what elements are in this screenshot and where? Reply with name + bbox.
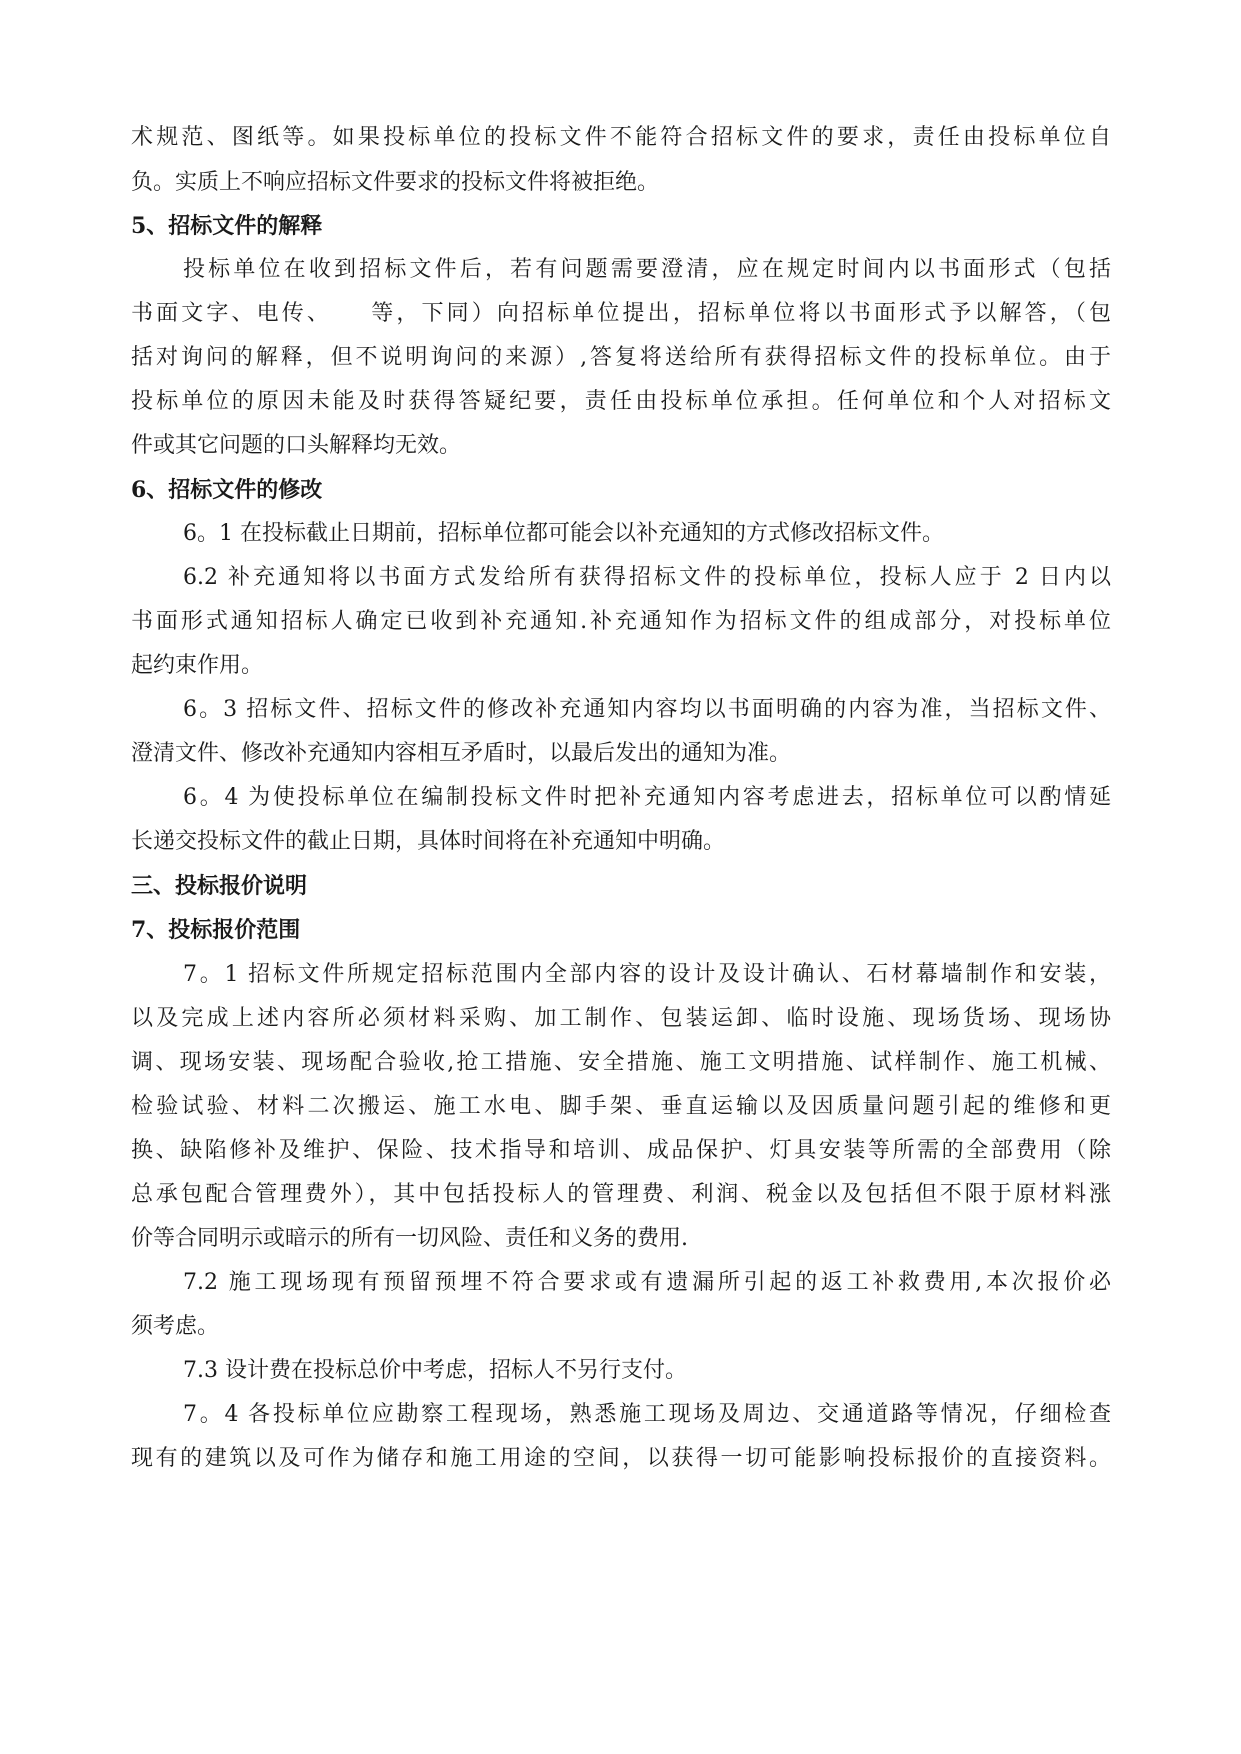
paragraph-first-line: 6。1 在投标截止日期前，招标单位都可能会以补充通知的方式修改招标文件。 bbox=[183, 521, 944, 546]
paragraph-line: 澄清文件、修改补充通知内容相互矛盾时，以最后发出的通知为准。 bbox=[131, 741, 792, 766]
paragraph-line: 总承包配合管理费外），其中包括投标人的管理费、利润、税金以及包括但不限于原材料涨 bbox=[131, 1182, 1111, 1207]
section-heading: 5、招标文件的解释 bbox=[131, 213, 323, 239]
paragraph-line: 负。实质上不响应招标文件要求的投标文件将被拒绝。 bbox=[131, 170, 660, 195]
paragraph-line: 件或其它问题的口头解释均无效。 bbox=[131, 433, 462, 458]
paragraph-line: 检验试验、材料二次搬运、施工水电、脚手架、垂直运输以及因质量问题引起的维修和更 bbox=[131, 1094, 1111, 1119]
paragraph-line: 价等合同明示或暗示的所有一切风险、责任和义务的费用. bbox=[131, 1226, 688, 1251]
section-heading: 6、招标文件的修改 bbox=[131, 477, 323, 503]
paragraph-first-line: 7。1 招标文件所规定招标范围内全部内容的设计及设计确认、石材幕墙制作和安装， bbox=[183, 962, 1111, 987]
paragraph-line: 长递交投标文件的截止日期，具体时间将在补充通知中明确。 bbox=[131, 829, 726, 854]
paragraph-first-line: 投标单位在收到招标文件后，若有问题需要澄清，应在规定时间内以书面形式（包括 bbox=[183, 257, 1111, 282]
paragraph-line: 书面文字、电传、 等，下同）向招标单位提出，招标单位将以书面形式予以解答，（包 bbox=[131, 301, 1111, 326]
section-heading: 三、投标报价说明 bbox=[131, 873, 308, 899]
paragraph-line: 投标单位的原因未能及时获得答疑纪要，责任由投标单位承担。任何单位和个人对招标文 bbox=[131, 389, 1111, 414]
paragraph-first-line: 6。4 为使投标单位在编制投标文件时把补充通知内容考虑进去，招标单位可以酌情延 bbox=[183, 785, 1111, 810]
paragraph-line: 以及完成上述内容所必须材料采购、加工制作、包装运卸、临时设施、现场货场、现场协 bbox=[131, 1006, 1111, 1031]
paragraph-line: 起约束作用。 bbox=[131, 653, 264, 678]
paragraph-line: 换、缺陷修补及维护、保险、技术指导和培训、成品保护、灯具安装等所需的全部费用（除 bbox=[131, 1138, 1111, 1163]
section-heading: 7、投标报价范围 bbox=[131, 917, 301, 943]
paragraph-line: 书面形式通知招标人确定已收到补充通知.补充通知作为招标文件的组成部分，对投标单位 bbox=[131, 609, 1111, 634]
paragraph-line: 调、现场安装、现场配合验收,抢工措施、安全措施、施工文明措施、试样制作、施工机械、 bbox=[131, 1050, 1111, 1075]
paragraph-first-line: 6.2 补充通知将以书面方式发给所有获得招标文件的投标单位，投标人应于 2 日内以 bbox=[183, 565, 1111, 590]
paragraph-line: 术规范、图纸等。如果投标单位的投标文件不能符合招标文件的要求，责任由投标单位自 bbox=[131, 125, 1111, 150]
paragraph-first-line: 7.3 设计费在投标总价中考虑，招标人不另行支付。 bbox=[183, 1358, 687, 1383]
paragraph-line: 现有的建筑以及可作为储存和施工用途的空间，以获得一切可能影响投标报价的直接资料。 bbox=[131, 1446, 1111, 1471]
paragraph-first-line: 7.2 施工现场现有预留预埋不符合要求或有遗漏所引起的返工补救费用,本次报价必 bbox=[183, 1270, 1111, 1295]
paragraph-line: 括对询问的解释，但不说明询问的来源）,答复将送给所有获得招标文件的投标单位。由于 bbox=[131, 345, 1111, 370]
paragraph-line: 须考虑。 bbox=[131, 1314, 220, 1339]
paragraph-first-line: 7。4 各投标单位应勘察工程现场，熟悉施工现场及周边、交通道路等情况，仔细检查 bbox=[183, 1402, 1111, 1427]
paragraph-first-line: 6。3 招标文件、招标文件的修改补充通知内容均以书面明确的内容为准，当招标文件、 bbox=[183, 697, 1111, 722]
